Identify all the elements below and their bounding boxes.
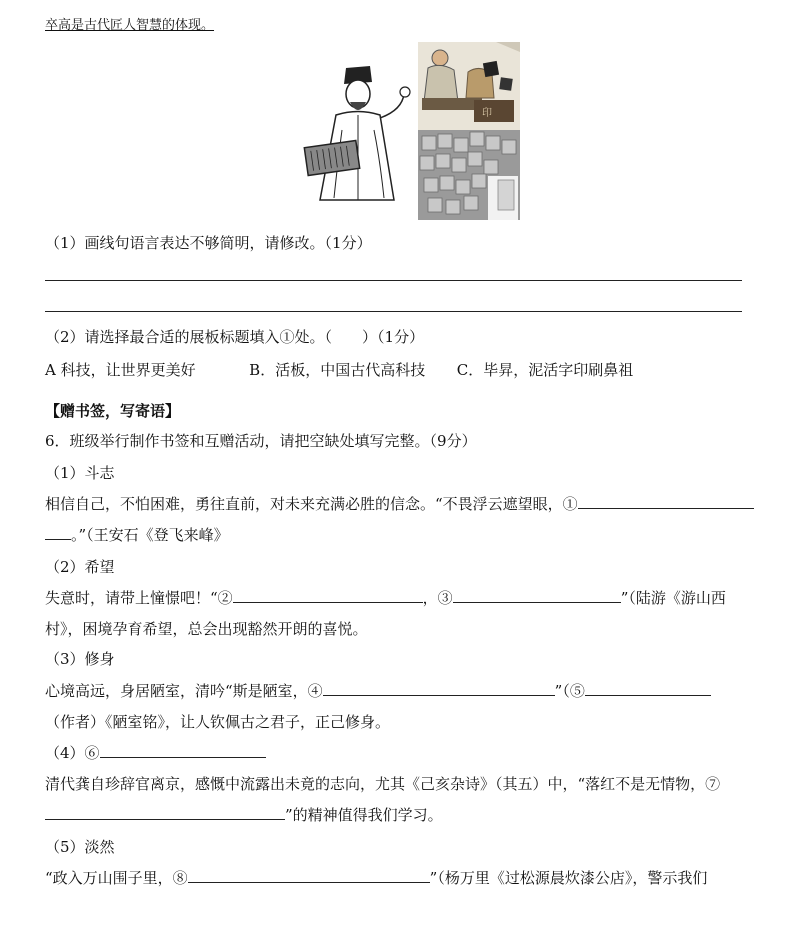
option-c[interactable]: C．毕昇，泥活字印刷鼻祖 (456, 361, 634, 379)
p3-text-a-content: 心境高远，身居陋室，清吟“斯是陋室，④ (45, 682, 323, 700)
answer-line-2[interactable] (45, 311, 742, 312)
p5-text-a-content: “政入万山围子里，⑧ (45, 869, 188, 887)
p1-text-a-content: 相信自己，不怕困难，勇往直前，对未来充满必胜的信念。“不畏浮云遮望眼，① (45, 495, 578, 513)
p4-text-b (45, 804, 443, 825)
section-title: 【赠书签，写寄语】 (45, 402, 181, 420)
blank-1[interactable] (578, 494, 754, 509)
p2-text-a (45, 587, 726, 608)
question-2-prompt: （2）请选择最合适的展板标题填入①处。（ ）（1分） (45, 328, 425, 346)
blank-7[interactable] (45, 805, 285, 820)
p2-text-a-content: 失意时，请带上憧憬吧！“② (45, 589, 233, 607)
p4-text-a: 清代龚自珍辞官离京，感慨中流露出未竟的志向，尤其《己亥杂诗》（其五）中，“落红不是无情物，⑦ (45, 775, 721, 793)
blank-2[interactable] (233, 588, 423, 603)
blank-3[interactable] (453, 588, 621, 603)
question-6-prompt: 6．班级举行制作书签和互赠活动，请把空缺处填写完整。（9分） (45, 432, 477, 450)
blank-5[interactable] (585, 681, 711, 696)
question-2-options (45, 359, 633, 380)
p5-text-b-content: ”（杨万里《过松源晨炊漆公店》，警示我们 (429, 869, 708, 887)
blank-1-continued[interactable] (45, 525, 71, 540)
p1-text-a (45, 493, 754, 514)
p3-text-b: （作者）《陋室铭》，让人钦佩古之君子，正己修身。 (45, 713, 391, 731)
p5-text-a (45, 867, 707, 888)
blank-6[interactable] (100, 743, 266, 758)
question-1-prompt: （1）画线句语言表达不够简明，请修改。（1分） (45, 234, 372, 252)
p4-text-b-content: ”的精神值得我们学习。 (285, 806, 443, 824)
p2-heading: （2）希望 (45, 558, 115, 576)
intro-underlined-sentence: 卒高是古代匠人智慧的体现。 (45, 18, 215, 33)
option-b[interactable]: B．活板，中国古代高科技 (249, 361, 426, 379)
p2-text-c: 村》，困境孕育希望，总会出现豁然开朗的喜悦。 (45, 620, 368, 638)
p3-text-a (45, 680, 711, 701)
blank-4[interactable] (323, 681, 555, 696)
p4-heading (45, 742, 266, 763)
movable-type-blocks-illustration (418, 130, 520, 220)
craftsman-illustration (418, 42, 520, 130)
p3-mid: ”（⑤ (554, 682, 585, 700)
p4-heading-content: （4）⑥ (45, 744, 100, 762)
p1-text-b (45, 524, 229, 545)
p2-text-b-content: ”（陆游《游山西 (620, 589, 726, 607)
p1-text-b-content: 。”（王安石《登飞来峰》 (71, 526, 229, 544)
p2-sep: ，③ (422, 589, 453, 607)
scholar-illustration (298, 60, 416, 205)
p3-heading: （3）修身 (45, 650, 115, 668)
svg-text:印: 印 (482, 108, 492, 119)
p1-heading: （1）斗志 (45, 464, 115, 482)
option-a[interactable]: A 科技，让世界更美好 (45, 361, 196, 379)
blank-8[interactable] (188, 868, 430, 883)
p5-heading: （5）淡然 (45, 838, 115, 856)
answer-line-1[interactable] (45, 280, 742, 281)
